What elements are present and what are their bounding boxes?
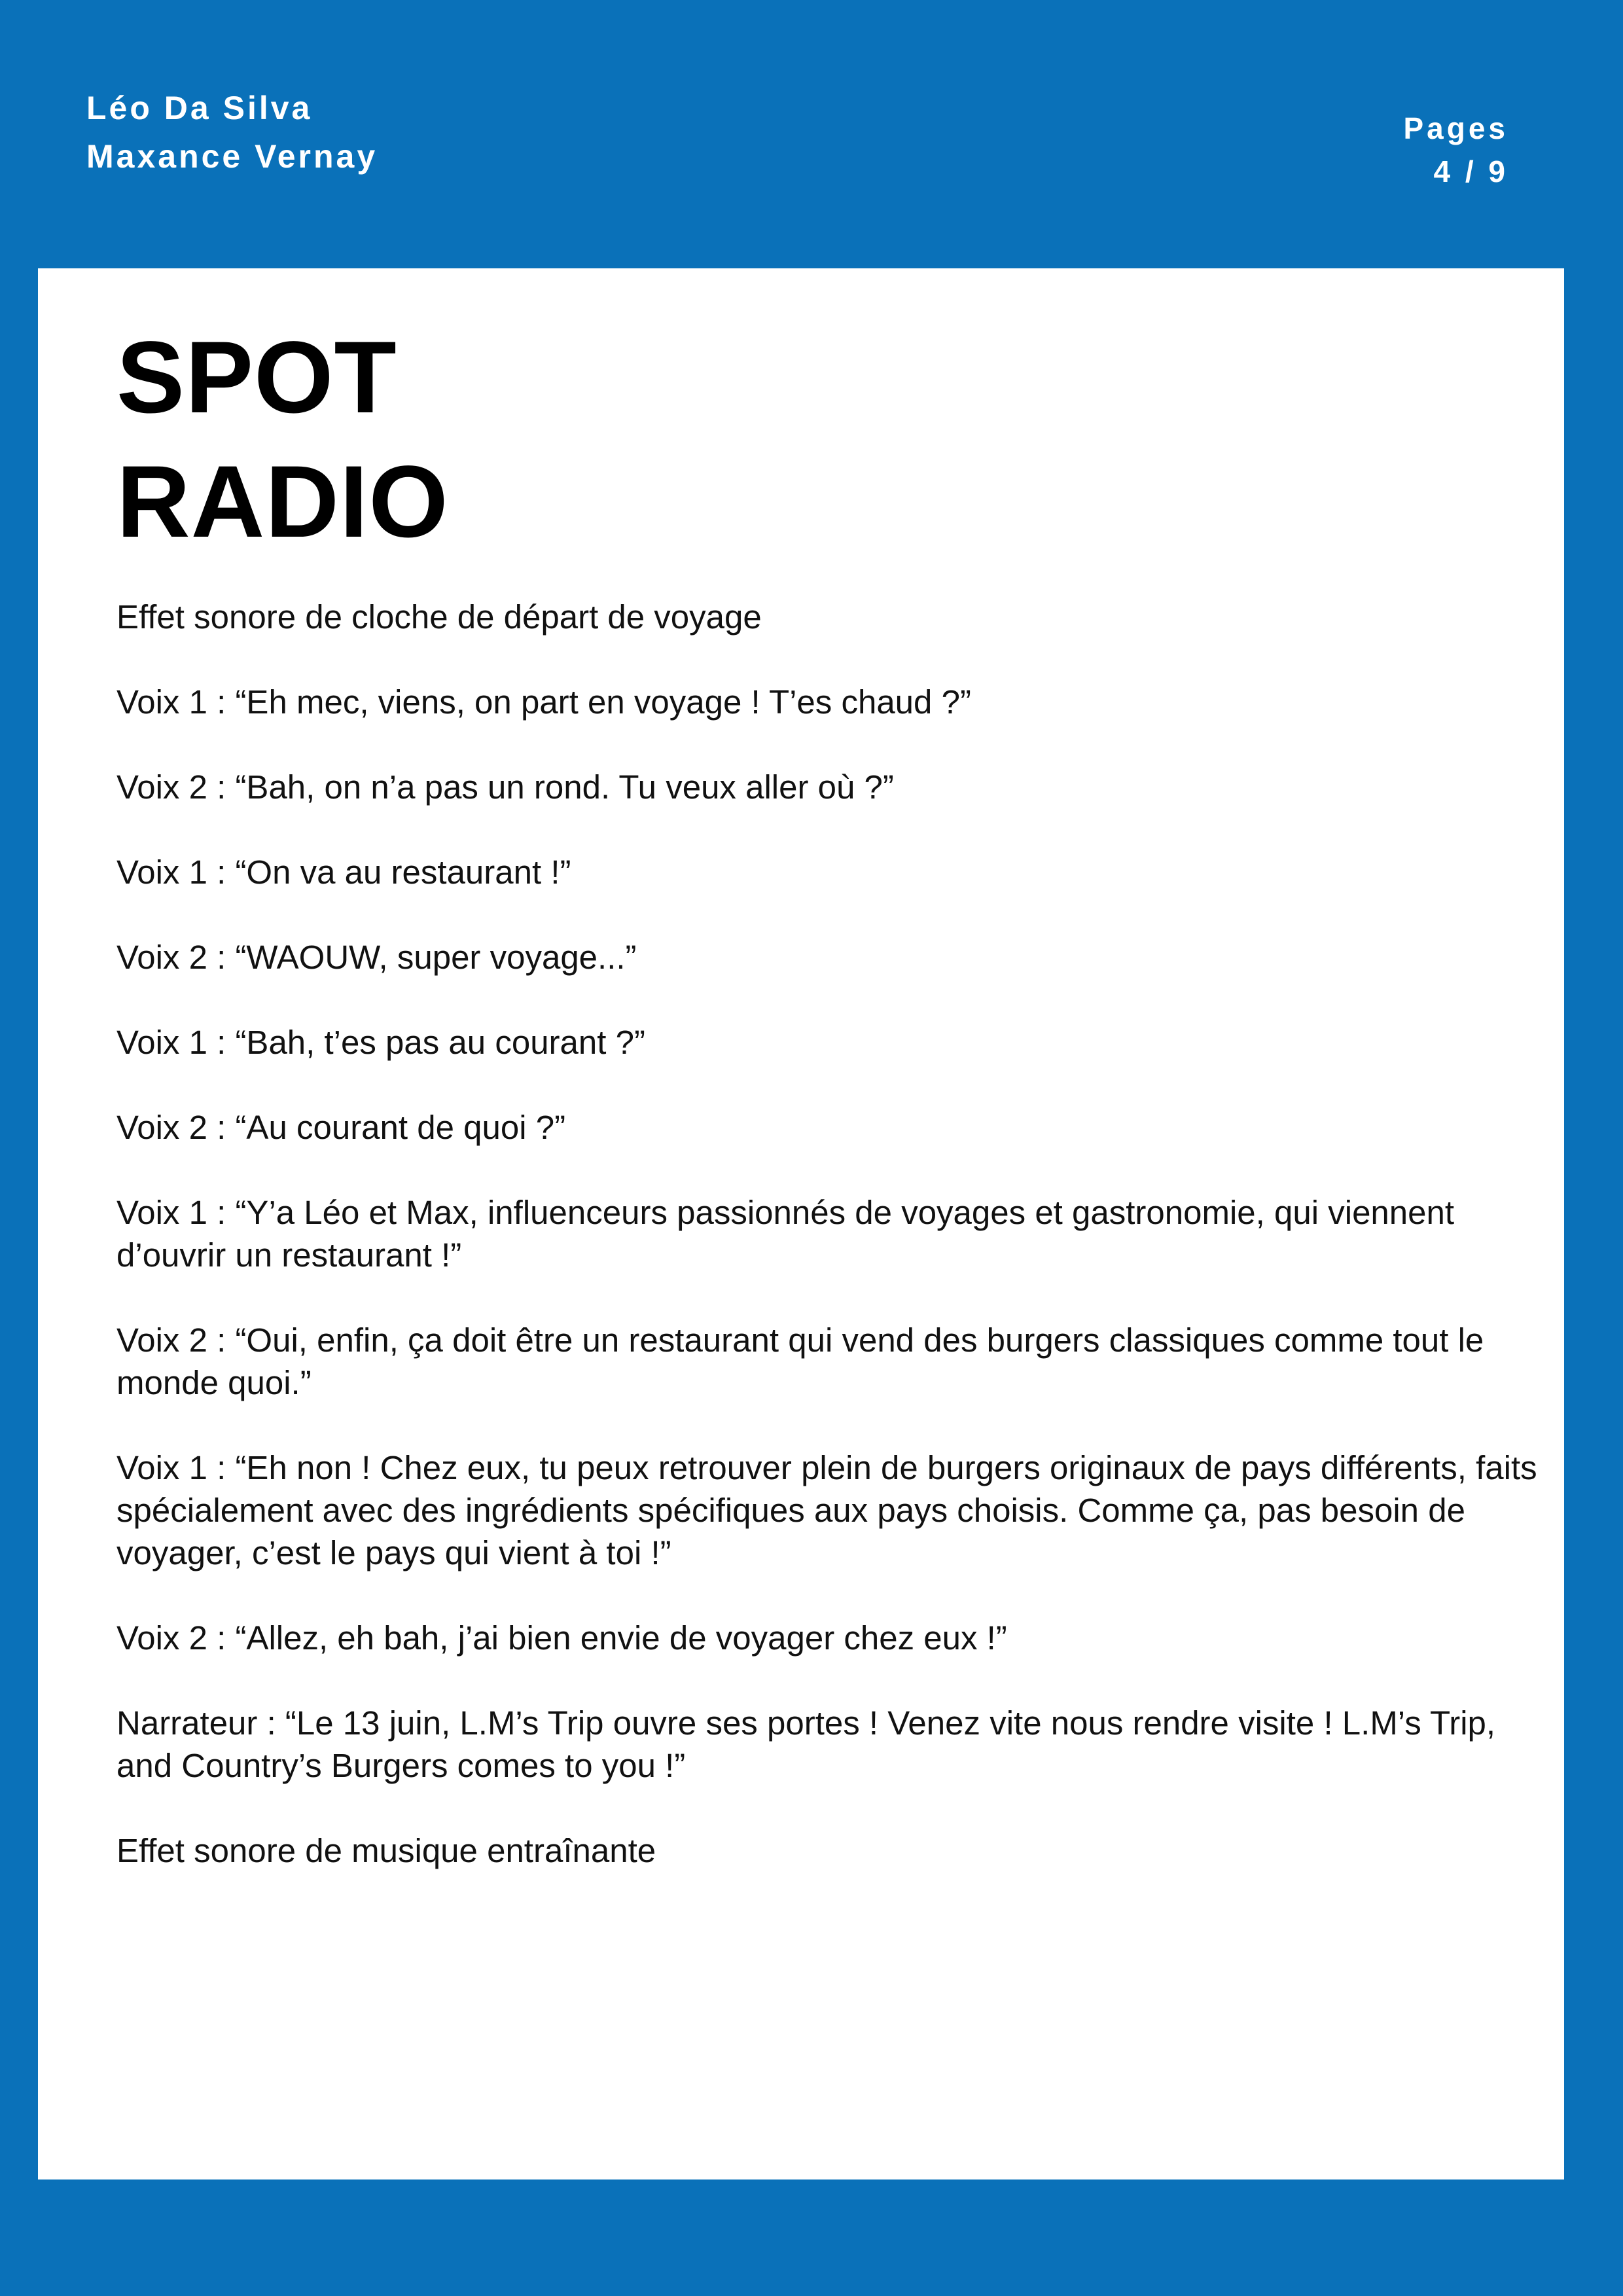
script-line: Effet sonore de cloche de départ de voyage <box>116 598 762 636</box>
script-line: Voix 1 : “Y’a Léo et Max, influenceurs passionnés de voyages et gastronomie, qui viennent d’ouvrir un restaurant !” <box>116 1194 1455 1274</box>
title-line: RADIO <box>116 445 449 559</box>
radio-script <box>116 596 1543 1872</box>
title-line: SPOT <box>116 321 397 435</box>
authors-block <box>86 84 378 181</box>
script-line: Narrateur : “Le 13 juin, L.M’s Trip ouvre ses portes ! Venez vite nous rendre visite ! L.M’s Trip, and Country’s Burgers comes to you !” <box>116 1704 1496 1784</box>
script-line: Voix 2 : “Bah, on n’a pas un rond. Tu veux aller où ?” <box>116 768 894 806</box>
pages-label: Pages <box>1403 111 1508 145</box>
author-name: Maxance Vernay <box>86 138 378 175</box>
page-title <box>116 315 449 564</box>
page-indicator <box>1403 107 1508 193</box>
script-line: Voix 1 : “Eh mec, viens, on part en voyage ! T’es chaud ?” <box>116 683 971 721</box>
script-line: Effet sonore de musique entraînante <box>116 1832 656 1869</box>
content-card <box>38 268 1564 2179</box>
script-line: Voix 1 : “Eh non ! Chez eux, tu peux retrouver plein de burgers originaux de pays différents, faits spécialement avec des ingrédients spécifiques aux pays choisis. Comme ça, pas besoin de voyager, c’est le pays qui vient à toi !” <box>116 1449 1537 1571</box>
pages-value: 4 / 9 <box>1433 154 1508 188</box>
author-name: Léo Da Silva <box>86 90 313 126</box>
script-line: Voix 1 : “On va au restaurant !” <box>116 853 571 891</box>
script-line: Voix 2 : “WAOUW, super voyage...” <box>116 939 637 976</box>
script-line: Voix 1 : “Bah, t’es pas au courant ?” <box>116 1024 645 1061</box>
script-line: Voix 2 : “Allez, eh bah, j’ai bien envie de voyager chez eux !” <box>116 1619 1007 1657</box>
script-line: Voix 2 : “Oui, enfin, ça doit être un restaurant qui vend des burgers classiques comme tout le monde quoi.” <box>116 1321 1484 1401</box>
script-line: Voix 2 : “Au courant de quoi ?” <box>116 1109 566 1146</box>
